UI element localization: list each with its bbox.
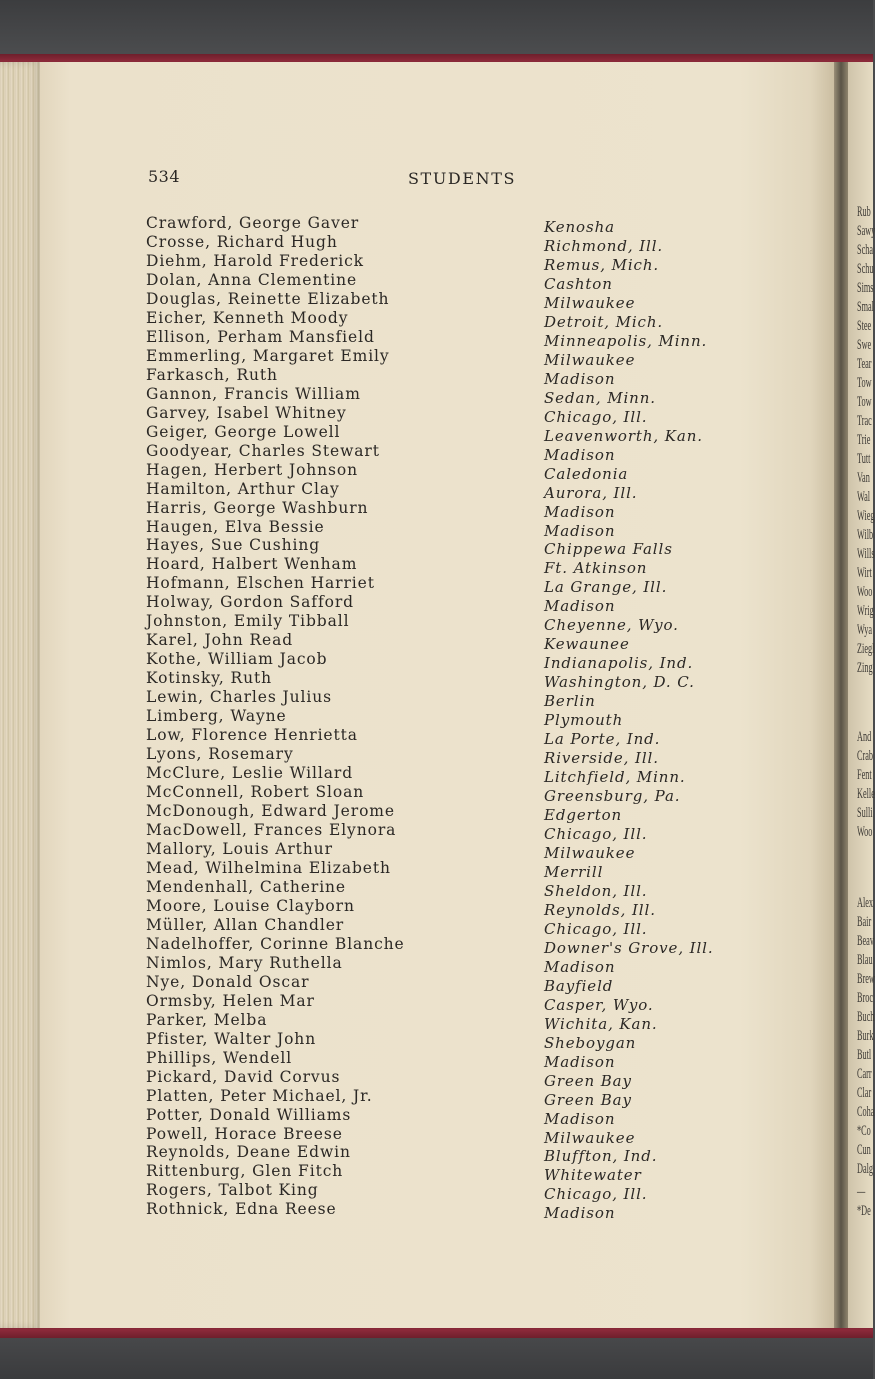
facing-page-text: Butl xyxy=(857,1047,872,1063)
student-hometown: Cashton xyxy=(544,274,613,293)
facing-page-text: Carr xyxy=(857,1066,872,1082)
student-name: Nimlos, Mary Ruthella xyxy=(146,953,343,972)
student-hometown: Detroit, Mich. xyxy=(544,312,664,331)
student-hometown: Milwaukee xyxy=(544,350,636,369)
student-hometown: Berlin xyxy=(544,692,596,711)
student-hometown: Milwaukee xyxy=(544,1128,636,1147)
student-hometown: Milwaukee xyxy=(544,843,636,862)
student-hometown: Caledonia xyxy=(544,464,629,483)
facing-page-text: Kelle xyxy=(857,786,875,802)
student-hometown: Kenosha xyxy=(544,218,615,236)
student-hometown: Green Bay xyxy=(544,1071,632,1090)
facing-page-text: Alex xyxy=(857,895,874,911)
student-names-column xyxy=(146,214,405,1219)
student-name: Lewin, Charles Julius xyxy=(146,688,332,707)
facing-page-text: Cun xyxy=(857,1142,871,1158)
facing-page-text: Brew xyxy=(857,971,875,987)
facing-page-text: Van xyxy=(857,470,870,486)
student-name: Ellison, Perham Mansfield xyxy=(146,327,375,346)
student-name: Powell, Horace Breese xyxy=(146,1124,343,1143)
student-name: Hamilton, Arthur Clay xyxy=(146,479,340,498)
facing-page-text: Broc xyxy=(857,990,874,1006)
student-hometown: La Grange, Ill. xyxy=(544,578,668,597)
facing-page-text: Ziegl xyxy=(857,641,875,657)
facing-page-text: Swe xyxy=(857,337,872,353)
facing-page-text: Wilb xyxy=(857,527,874,543)
student-hometown: Whitewater xyxy=(544,1166,642,1185)
student-name: Mallory, Louis Arthur xyxy=(146,839,333,858)
student-hometown: Downer's Grove, Ill. xyxy=(544,938,714,957)
facing-page-text: Wieg xyxy=(857,508,875,524)
student-hometown: Madison xyxy=(544,957,616,976)
student-hometown: Cheyenne, Wyo. xyxy=(544,616,679,635)
facing-page-text: Tutt xyxy=(857,451,871,467)
student-name: Low, Florence Henrietta xyxy=(146,726,358,745)
student-hometown: Leavenworth, Kan. xyxy=(544,426,703,445)
student-hometown: Edgerton xyxy=(544,806,623,825)
student-name: Geiger, George Lowell xyxy=(146,422,341,441)
student-hometown: Plymouth xyxy=(544,711,624,730)
facing-page-text: *De xyxy=(857,1203,871,1219)
student-hometown: Milwaukee xyxy=(544,293,636,312)
student-hometown: Richmond, Ill. xyxy=(544,236,664,255)
student-name: Diehm, Harold Frederick xyxy=(146,251,364,270)
student-name: Platten, Peter Michael, Jr. xyxy=(146,1086,373,1105)
facing-page-text: Sawy xyxy=(857,223,875,239)
facing-page-text: Wirt xyxy=(857,565,872,581)
student-name: Nadelhoffer, Corinne Blanche xyxy=(146,934,405,953)
facing-page-text: Blau xyxy=(857,952,873,968)
facing-page-text: Trie xyxy=(857,432,871,448)
student-hometown: Chippewa Falls xyxy=(544,540,673,559)
student-name: Nye, Donald Oscar xyxy=(146,972,310,991)
student-name: Phillips, Wendell xyxy=(146,1048,293,1067)
facing-page-text: Beav xyxy=(857,933,874,949)
facing-page-text: Burk xyxy=(857,1028,874,1044)
facing-page-text: Wrig xyxy=(857,603,874,619)
student-name: Pickard, David Corvus xyxy=(146,1067,341,1086)
student-name: Crawford, George Gaver xyxy=(146,214,360,232)
student-hometown: Indianapolis, Ind. xyxy=(544,654,694,673)
student-hometown: Madison xyxy=(544,597,616,616)
facing-page-text: Wal xyxy=(857,489,871,505)
page-number: 534 xyxy=(148,167,181,186)
student-name: Kothe, William Jacob xyxy=(146,650,328,669)
student-hometown: Bayfield xyxy=(544,976,614,995)
student-hometown: Madison xyxy=(544,1204,616,1223)
facing-page-text: Wills xyxy=(857,546,875,562)
student-hometown: Madison xyxy=(544,502,616,521)
student-hometown: Sheldon, Ill. xyxy=(544,881,648,900)
student-name: Rittenburg, Glen Fitch xyxy=(146,1162,344,1181)
facing-page-text: Bair xyxy=(857,914,872,930)
student-name: Eicher, Kenneth Moody xyxy=(146,308,349,327)
student-name: Karel, John Read xyxy=(146,631,294,650)
student-name: Emmerling, Margaret Emily xyxy=(146,346,390,365)
student-name: Dolan, Anna Clementine xyxy=(146,270,358,289)
student-hometown: Madison xyxy=(544,1052,616,1071)
student-hometown: Chicago, Ill. xyxy=(544,919,648,938)
student-name: Lyons, Rosemary xyxy=(146,745,294,764)
student-name: Goodyear, Charles Stewart xyxy=(146,441,380,460)
student-name: Holway, Gordon Safford xyxy=(146,593,354,612)
student-name: Pfister, Walter John xyxy=(146,1029,317,1048)
student-hometown: Washington, D. C. xyxy=(544,673,695,692)
student-hometown: Merrill xyxy=(544,862,604,881)
student-hometown: Green Bay xyxy=(544,1090,632,1109)
student-name: Parker, Melba xyxy=(146,1010,268,1029)
facing-page-text: Smal xyxy=(857,299,874,315)
facing-page-text: Woo xyxy=(857,584,873,600)
student-name: Rogers, Talbot King xyxy=(146,1181,319,1200)
student-hometown: Madison xyxy=(544,521,616,540)
facing-page-text: Buch xyxy=(857,1009,875,1025)
student-hometown: Madison xyxy=(544,1109,616,1128)
student-name: Potter, Donald Williams xyxy=(146,1105,352,1124)
student-name: Hayes, Sue Cushing xyxy=(146,536,321,555)
student-hometown: Chicago, Ill. xyxy=(544,825,648,843)
book-gutter xyxy=(834,62,848,1328)
student-hometown: Greensburg, Pa. xyxy=(544,787,681,806)
student-name: Crosse, Richard Hugh xyxy=(146,232,338,251)
facing-page-text: Woo xyxy=(857,824,873,840)
page-stack-edges xyxy=(0,62,42,1328)
facing-page-text: Clar xyxy=(857,1085,872,1101)
student-hometown: Kewaunee xyxy=(544,635,630,654)
student-name: Hagen, Herbert Johnson xyxy=(146,460,359,479)
facing-page-text: *Co xyxy=(857,1123,871,1139)
student-name: Mead, Wilhelmina Elizabeth xyxy=(146,858,391,877)
student-name: Haugen, Elva Bessie xyxy=(146,517,325,536)
student-hometown: Chicago, Ill. xyxy=(544,407,648,426)
student-hometown: Bluffton, Ind. xyxy=(544,1147,658,1166)
student-hometown: Ft. Atkinson xyxy=(544,559,648,578)
facing-page-text: And xyxy=(857,729,872,745)
student-hometown: Reynolds, Ill. xyxy=(544,900,656,919)
student-name: McClure, Leslie Willard xyxy=(146,764,354,783)
facing-page-text: Dalg xyxy=(857,1161,874,1177)
facing-page-text: Trac xyxy=(857,413,872,429)
student-name: Mendenhall, Catherine xyxy=(146,877,347,896)
facing-page-text: Zing xyxy=(857,660,873,676)
student-name: Farkasch, Ruth xyxy=(146,365,278,384)
student-hometown: Sedan, Minn. xyxy=(544,388,656,407)
student-name: Ormsby, Helen Mar xyxy=(146,991,315,1010)
facing-page-text: Sims xyxy=(857,280,874,296)
student-name: Johnston, Emily Tibball xyxy=(146,612,350,631)
student-hometown: Litchfield, Minn. xyxy=(544,768,686,787)
student-name: MacDowell, Frances Elynora xyxy=(146,821,397,839)
student-hometowns-column xyxy=(544,218,714,1223)
student-hometown: Minneapolis, Minn. xyxy=(544,331,708,350)
student-hometown: Madison xyxy=(544,369,616,388)
student-name: Harris, George Washburn xyxy=(146,498,369,517)
facing-page-fragment xyxy=(848,62,873,1328)
facing-page-text: Tow xyxy=(857,375,872,391)
facing-page-text: Fent xyxy=(857,767,872,783)
student-name: McDonough, Edward Jerome xyxy=(146,802,395,821)
student-name: Reynolds, Deane Edwin xyxy=(146,1143,351,1162)
student-hometown: Wichita, Kan. xyxy=(544,1014,658,1033)
student-hometown: Aurora, Ill. xyxy=(544,483,638,502)
student-name: Hoard, Halbert Wenham xyxy=(146,555,358,574)
student-name: Rothnick, Edna Reese xyxy=(146,1200,337,1219)
student-name: Limberg, Wayne xyxy=(146,707,287,726)
facing-page-text: Schu xyxy=(857,261,874,277)
student-hometown: Casper, Wyo. xyxy=(544,995,654,1014)
student-hometown: Riverside, Ill. xyxy=(544,749,659,768)
facing-page-text: — xyxy=(857,1184,866,1200)
facing-page-text: Coha xyxy=(857,1104,875,1120)
student-hometown: Sheboygan xyxy=(544,1033,637,1052)
student-name: Gannon, Francis William xyxy=(146,384,361,403)
facing-page-text: Rub xyxy=(857,204,871,220)
student-hometown: La Porte, Ind. xyxy=(544,730,661,749)
student-hometown: Chicago, Ill. xyxy=(544,1185,648,1204)
facing-page-text: Tear xyxy=(857,356,872,372)
student-hometown: Madison xyxy=(544,445,616,464)
running-head: STUDENTS xyxy=(408,169,517,188)
facing-page-text: Wya xyxy=(857,622,873,638)
student-name: Hofmann, Elschen Harriet xyxy=(146,574,375,593)
student-hometown: Remus, Mich. xyxy=(544,255,660,274)
facing-page-text: Sulli xyxy=(857,805,873,821)
student-name: Kotinsky, Ruth xyxy=(146,669,273,688)
facing-page-text: Stee xyxy=(857,318,872,334)
student-name: Garvey, Isabel Whitney xyxy=(146,403,347,422)
student-name: Douglas, Reinette Elizabeth xyxy=(146,289,390,308)
facing-page-text: Crab xyxy=(857,748,874,764)
student-name: Müller, Allan Chandler xyxy=(146,915,345,934)
facing-page-text: Scha xyxy=(857,242,874,258)
student-name: Moore, Louise Clayborn xyxy=(146,896,355,915)
facing-page-text: Tow xyxy=(857,394,872,410)
student-name: McConnell, Robert Sloan xyxy=(146,783,365,802)
